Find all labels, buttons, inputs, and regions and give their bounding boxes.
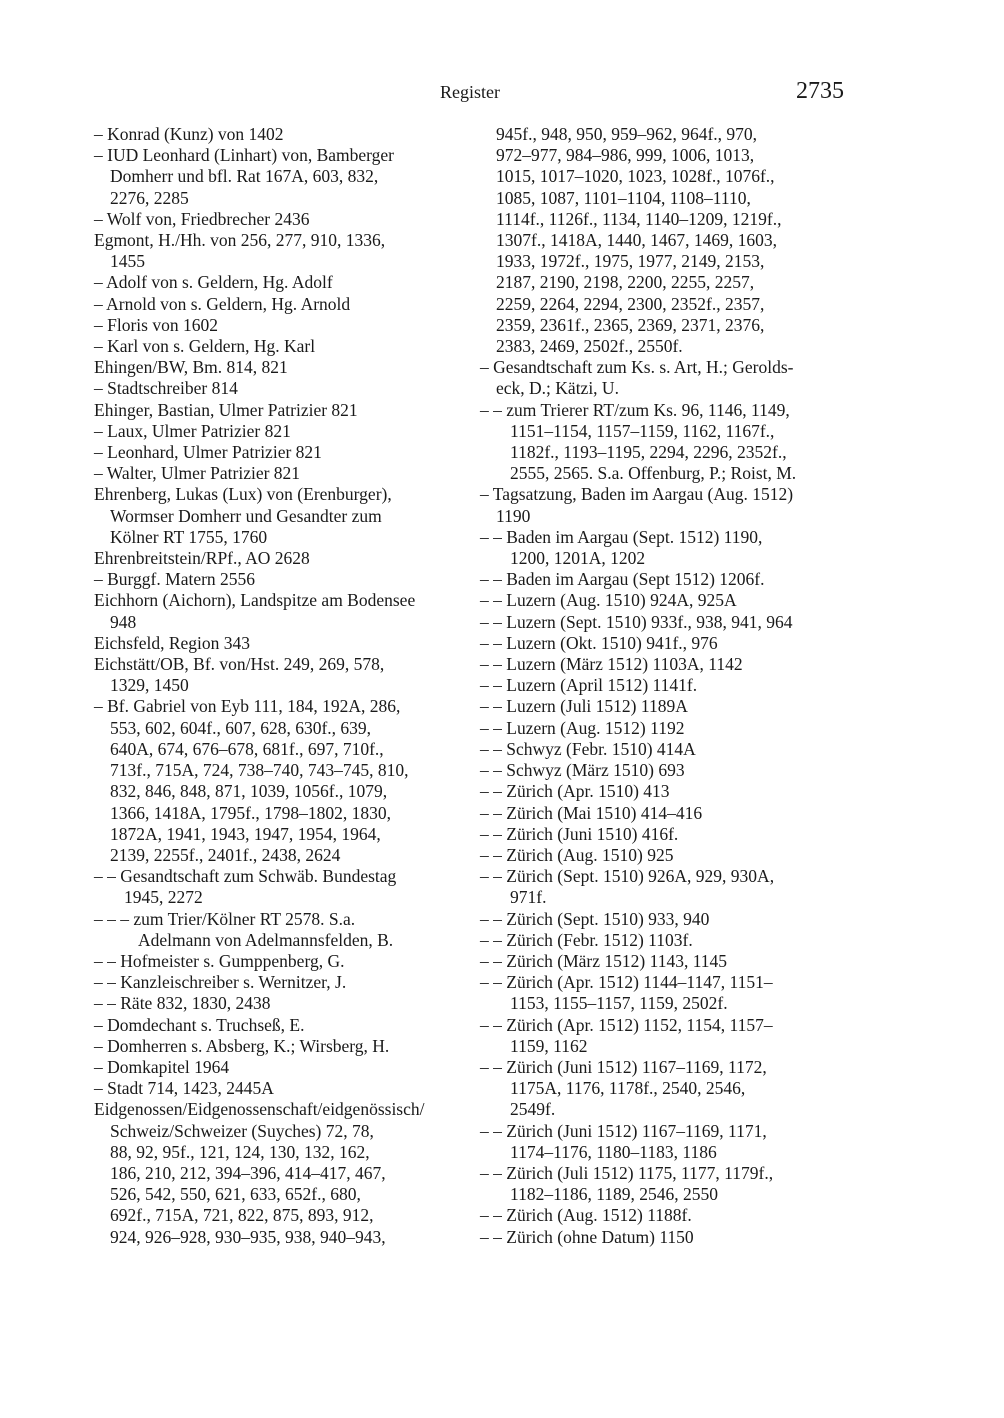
index-entry-line: 2139, 2255f., 2401f., 2438, 2624 <box>110 844 341 865</box>
index-entry-line: – – Zürich (Juni 1512) 1167–1169, 1171, <box>480 1120 767 1141</box>
index-entry-line: Eichstätt/OB, Bf. von/Hst. 249, 269, 578, <box>94 654 385 675</box>
index-entry-line: – – Baden im Aargau (Sept. 1512) 1190, <box>480 526 763 547</box>
index-entry-line: – – Zürich (Sept. 1510) 933, 940 <box>480 908 710 929</box>
index-entry-line: 2359, 2361f., 2365, 2369, 2371, 2376, <box>496 314 765 335</box>
index-entry-line: – – Schwyz (März 1510) 693 <box>480 760 685 781</box>
index-entry-line: – Karl von s. Geldern, Hg. Karl <box>94 336 316 357</box>
index-entry-line: Eidgenossen/Eidgenossenschaft/eidgenössisch/ <box>94 1099 425 1120</box>
index-entry-line: 1455 <box>110 251 145 272</box>
index-entry-line: – – Zürich (Juli 1512) 1175, 1177, 1179f., <box>480 1162 774 1183</box>
index-entry-line: 1872A, 1941, 1943, 1947, 1954, 1964, <box>110 823 381 844</box>
index-entry-line: – – Zürich (Juni 1512) 1167–1169, 1172, <box>480 1056 767 1077</box>
index-entry-line: – – Luzern (Aug. 1510) 924A, 925A <box>480 590 737 611</box>
index-entry-line: – Domherren s. Absberg, K.; Wirsberg, H. <box>94 1035 390 1056</box>
index-entry-line: – – Luzern (Aug. 1512) 1192 <box>480 717 685 738</box>
index-entry-line: 1182f., 1193–1195, 2294, 2296, 2352f., <box>510 442 787 463</box>
index-entry-line: 1329, 1450 <box>110 675 189 696</box>
index-entry-line: – – zum Trierer RT/zum Ks. 96, 1146, 1149, <box>480 399 790 420</box>
index-entry-line: Ehinger, Bastian, Ulmer Patrizier 821 <box>94 399 358 420</box>
index-entry-line: – – Baden im Aargau (Sept 1512) 1206f. <box>480 569 765 590</box>
index-entry-line: – Stadtschreiber 814 <box>94 378 238 399</box>
index-entry-line: – Floris von 1602 <box>94 314 218 335</box>
index-entry-line: 2549f. <box>510 1099 556 1120</box>
index-entry-line: – Walter, Ulmer Patrizier 821 <box>94 463 301 484</box>
index-entry-line: 2187, 2190, 2198, 2200, 2255, 2257, <box>496 272 755 293</box>
running-title: Register <box>440 82 500 102</box>
index-entry-line: – – Zürich (Aug. 1510) 925 <box>480 844 674 865</box>
index-entry-line: – – Gesandtschaft zum Schwäb. Bundestag <box>94 866 397 887</box>
index-entry-line: – Leonhard, Ulmer Patrizier 821 <box>94 442 322 463</box>
index-entry-line: – Domkapitel 1964 <box>94 1056 230 1077</box>
index-entry-line: Egmont, H./Hh. von 256, 277, 910, 1336, <box>94 230 386 251</box>
index-entry-line: 2383, 2469, 2502f., 2550f. <box>496 336 683 357</box>
index-entry-line: 1182–1186, 1189, 2546, 2550 <box>510 1184 719 1205</box>
index-entry-line: Ehrenbreitstein/RPf., AO 2628 <box>94 548 310 569</box>
index-entry-line: – – Zürich (Sept. 1510) 926A, 929, 930A, <box>480 866 775 887</box>
index-entry-line: Ehrenberg, Lukas (Lux) von (Erenburger), <box>94 484 392 505</box>
index-column-left <box>94 124 514 1248</box>
index-entry-line: – – Luzern (Okt. 1510) 941f., 976 <box>480 632 718 653</box>
index-entry-line: Kölner RT 1755, 1760 <box>110 526 268 547</box>
index-entry-line: 640A, 674, 676–678, 681f., 697, 710f., <box>110 738 384 759</box>
index-entry-line: 2276, 2285 <box>110 187 189 208</box>
index-entry-line: – – Zürich (ohne Datum) 1150 <box>480 1226 694 1247</box>
index-entry-line: 1085, 1087, 1101–1104, 1108–1110, <box>496 187 751 208</box>
index-entry-line: – Stadt 714, 1423, 2445A <box>94 1078 274 1099</box>
index-entry-line: 971f. <box>510 887 547 908</box>
index-entry-line: 1153, 1155–1157, 1159, 2502f. <box>510 993 728 1014</box>
index-entry-line: – – Kanzleischreiber s. Wernitzer, J. <box>94 972 347 993</box>
index-entry-line: – – Luzern (April 1512) 1141f. <box>480 675 698 696</box>
page-number: 2735 <box>796 78 844 104</box>
index-entry-line: – Konrad (Kunz) von 1402 <box>94 124 284 144</box>
index-entry-line: – Burggf. Matern 2556 <box>94 569 256 590</box>
index-entry-line: – Bf. Gabriel von Eyb 111, 184, 192A, 286, <box>94 696 401 717</box>
index-entry-line: 553, 602, 604f., 607, 628, 630f., 639, <box>110 717 372 738</box>
index-entry-line: – Tagsatzung, Baden im Aargau (Aug. 1512) <box>480 484 794 505</box>
index-entry-line: Schweiz/Schweizer (Suyches) 72, 78, <box>110 1120 374 1141</box>
index-entry-line: – – – zum Trier/Kölner RT 2578. S.a. <box>94 908 356 929</box>
index-entry-line: 1174–1176, 1180–1183, 1186 <box>510 1141 717 1162</box>
index-entry-line: 2259, 2264, 2294, 2300, 2352f., 2357, <box>496 293 765 314</box>
index-entry-line: – – Schwyz (Febr. 1510) 414A <box>480 738 696 759</box>
index-entry-line: 1159, 1162 <box>510 1035 588 1056</box>
index-entry-line: – Arnold von s. Geldern, Hg. Arnold <box>94 293 351 314</box>
index-entry-line: – Laux, Ulmer Patrizier 821 <box>94 420 291 441</box>
index-entry-line: Eichsfeld, Region 343 <box>94 632 251 653</box>
index-entry-line: 1307f., 1418A, 1440, 1467, 1469, 1603, <box>496 230 777 251</box>
index-entry-line: – – Zürich (Juni 1510) 416f. <box>480 823 679 844</box>
index-entry-line: 186, 210, 212, 394–396, 414–417, 467, <box>110 1162 386 1183</box>
index-entry-line: 1114f., 1126f., 1134, 1140–1209, 1219f., <box>496 208 782 229</box>
index-entry-line: – – Zürich (Aug. 1512) 1188f. <box>480 1205 692 1226</box>
index-entry-line: 1175A, 1176, 1178f., 2540, 2546, <box>510 1078 746 1099</box>
index-entry-line: 713f., 715A, 724, 738–740, 743–745, 810, <box>110 760 409 781</box>
index-entry-line: 1945, 2272 <box>124 887 203 908</box>
index-entry-line: 1366, 1418A, 1795f., 1798–1802, 1830, <box>110 802 391 823</box>
index-entry-line: 1200, 1201A, 1202 <box>510 548 646 569</box>
index-entry-line: 88, 92, 95f., 121, 124, 130, 132, 162, <box>110 1141 370 1162</box>
index-entry-line: Eichhorn (Aichorn), Landspitze am Bodensee <box>94 590 416 611</box>
index-entry-line: – – Zürich (Mai 1510) 414–416 <box>480 802 703 823</box>
index-entry-line: – Wolf von, Friedbrecher 2436 <box>94 208 310 229</box>
index-entry-line: – – Räte 832, 1830, 2438 <box>94 993 271 1014</box>
index-entry-line: – Adolf von s. Geldern, Hg. Adolf <box>94 272 333 293</box>
index-entry-line: 526, 542, 550, 621, 633, 652f., 680, <box>110 1184 361 1205</box>
index-entry-line: – – Hofmeister s. Gumppenberg, G. <box>94 950 345 971</box>
index-entry-line: 924, 926–928, 930–935, 938, 940–943, <box>110 1226 386 1247</box>
index-entry-line: – Domdechant s. Truchseß, E. <box>94 1014 305 1035</box>
index-entry-line: – – Zürich (Febr. 1512) 1103f. <box>480 929 693 950</box>
index-entry-line: 1015, 1017–1020, 1023, 1028f., 1076f., <box>496 166 775 187</box>
index-entry-line: – – Zürich (Apr. 1512) 1152, 1154, 1157– <box>480 1014 773 1035</box>
index-entry-line: – – Luzern (Sept. 1510) 933f., 938, 941, 964 <box>480 611 793 632</box>
index-entry-line: 832, 846, 848, 871, 1039, 1056f., 1079, <box>110 781 388 802</box>
index-entry-line: Wormser Domherr und Gesandter zum <box>110 505 382 526</box>
index-entry-line: – – Zürich (Apr. 1510) 413 <box>480 781 670 802</box>
index-entry-line: 1933, 1972f., 1975, 1977, 2149, 2153, <box>496 251 765 272</box>
index-entry-line: 945f., 948, 950, 959–962, 964f., 970, <box>496 124 758 144</box>
index-entry-line: Domherr und bfl. Rat 167A, 603, 832, <box>110 166 379 187</box>
index-entry-line: 2555, 2565. S.a. Offenburg, P.; Roist, M. <box>510 463 797 484</box>
index-column-right <box>480 124 900 1248</box>
index-entry-line: eck, D.; Kätzi, U. <box>496 378 619 399</box>
index-entry-line: – – Luzern (März 1512) 1103A, 1142 <box>480 654 743 675</box>
index-entry-line: – – Zürich (März 1512) 1143, 1145 <box>480 950 728 971</box>
index-entry-line: Adelmann von Adelmannsfelden, B. <box>138 929 394 950</box>
index-entry-line: – – Luzern (Juli 1512) 1189A <box>480 696 688 717</box>
index-entry-line: 972–977, 984–986, 999, 1006, 1013, <box>496 145 755 166</box>
index-entry-line: Ehingen/BW, Bm. 814, 821 <box>94 357 288 378</box>
index-entry-line: – Gesandtschaft zum Ks. s. Art, H.; Gerolds- <box>480 357 794 378</box>
index-entry-line: 1151–1154, 1157–1159, 1162, 1167f., <box>510 420 775 441</box>
index-entry-line: – IUD Leonhard (Linhart) von, Bamberger <box>94 145 394 166</box>
index-entry-line: 1190 <box>496 505 531 526</box>
index-entry-line: 948 <box>110 611 137 632</box>
index-entry-line: – – Zürich (Apr. 1512) 1144–1147, 1151– <box>480 972 773 993</box>
index-entry-line: 692f., 715A, 721, 822, 875, 893, 912, <box>110 1205 374 1226</box>
